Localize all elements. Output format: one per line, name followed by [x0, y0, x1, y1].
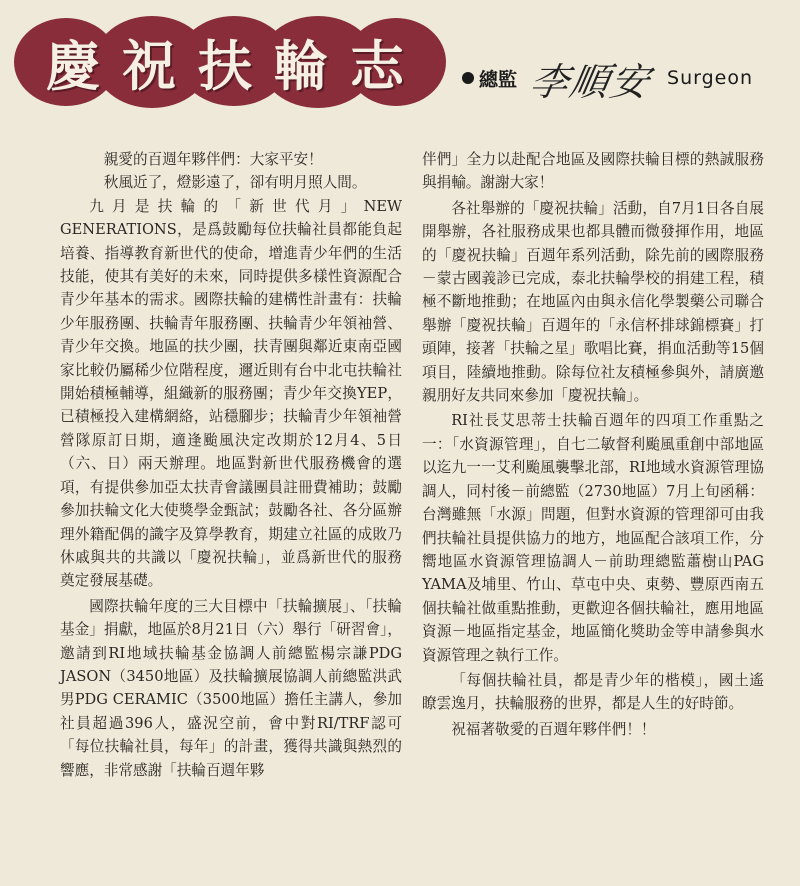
author-english-name: Surgeon [667, 67, 754, 89]
paragraph-role-model: 「每個扶輪社員，都是青少年的楷模」，國土遙瞭雲逸月，扶輪服務的世界，都是人生的好時節。 [422, 671, 764, 713]
paragraph-goals: 國際扶輪年度的三大目標中「扶輪擴展」、「扶輪基金」捐獻，地區於8月21日（六）舉行「研習會」，邀請到RI地域扶輪基金協調人前總監楊宗謙PDG JASON（3450地區）及扶輪擴展協調人前總監洪武男PDG CERAMIC（3500地區）擔任主講人，參加社員超過396人，盛況空前，會中對RI/TRF認可「每位扶輪社員，每年」的計畫，獲得共識與熱烈的響應，非常感謝「扶輪百週年夥 [60, 597, 402, 779]
paragraph-new-generations: 九月是扶輪的「新世代月」NEW GENERATIONS，是爲鼓勵每位扶輪社員都能負起培養、指導教育新世代的使命，增進青少年們的生活技能，使其有美好的未來，同時提供多樣性資源配合青少年基本的需求。國際扶輪的建構性計畫有：扶輪少年服務團、扶輪青年服務團、扶輪青少年領袖營、青少年交換。地區的扶少團，扶青團與鄰近東南亞國家比較仍屬稀少位階程度，邇近則有台中北屯扶輪社開始積極輔導，組織新的服務團；青少年交換YEP，已積極投入建構網絡，站穩腳步；扶輪青少年領袖營營隊原訂日期，適逢颱風決定改期於12月4、5日（六、日）兩天辦理。地區對新世代服務機會的選項，有提供參加亞太扶青會議團員註冊費補助；鼓勵參加扶輪文化大使獎學金甄試；鼓勵各社、各分區辦理外籍配偶的識字及算學教育，期建立社區的成敗乃休戚與共的共識以「慶祝扶輪」，並爲新世代的服務奠定發展基礎。 [60, 197, 402, 590]
article-column-left [60, 148, 402, 782]
paragraph-celebrate: 各社舉辦的「慶祝扶輪」活動，自7月1日各自展開舉辦，各社服務成果也都具體而微發揮作用，地區的「慶祝扶輪」百週年系列活動，除先前的國際服務－蒙古國義診已完成，泰北扶輪學校的捐建工程，積極不斷地推動；在地區內由與永信化學製藥公司聯合舉辦「慶祝扶輪」百週年的「永信杯排球錦標賽」打頭陣，接著「扶輪之星」歌唱比賽，捐血活動等15個項目，陸續地推動。除每位社友積極參與外，請廣邀親朋好友共同來參加「慶祝扶輪」。 [422, 199, 764, 405]
paragraph-closing: 祝福著敬愛的百週年夥伴們！！ [451, 720, 656, 738]
article-column-right [422, 148, 764, 741]
title-banner [12, 14, 448, 110]
author-signature: 李順安 [526, 59, 655, 104]
paragraph-greeting: 親愛的百週年夥伴們：大家平安！ [103, 151, 323, 168]
author-role: 總監 [479, 68, 518, 91]
paragraph-autumn: 秋風近了，燈影遠了，卻有明月照人間。 [103, 174, 367, 192]
author-byline [462, 58, 754, 104]
bullet-icon [462, 72, 474, 84]
paragraph-water: RI社長艾思蒂士扶輪百週年的四項工作重點之一：「水資源管理」，自七二敏督利颱風重創中部地區以迄九一一艾利颱風襲擊北部，RI地域水資源管理協調人，同村後－前總監（2730地區）7月上旬函稱：台灣雖無「水源」問題，但對水資源的管理卻可由我們扶輪社員提供協力的地方，地區配合該項工作，分嚮地區水資源管理協調人－前助理總監蕭樹山PAG YAMA及埔里、竹山、草屯中央、東勢、豐原西南五個扶輪社做重點推動，更歡迎各個扶輪社，應用地區資源－地區指定基金，地區簡化獎助金等申請參與水資源管理之執行工作。 [422, 412, 764, 664]
paragraph-thanks: 伴們」全力以赴配合地區及國際扶輪目標的熱誠服務與捐輸。謝謝大家！ [422, 151, 764, 192]
page-title: 慶祝扶輪志 [46, 34, 426, 98]
